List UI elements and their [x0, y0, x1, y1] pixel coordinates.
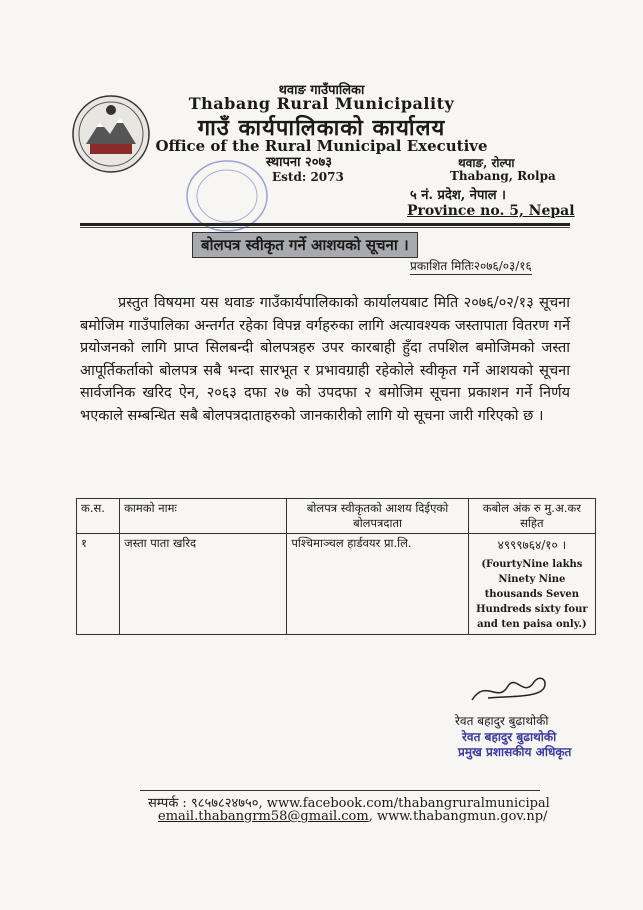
- col-header-work: कामको नामः: [120, 499, 287, 534]
- col-header-amount: कबोल अंक रु मु.अ.कर सहित: [468, 499, 595, 534]
- col-header-bidder: बोलपत्र स्वीकृतको आशय दिईएको बोलपत्रदाता: [287, 499, 468, 534]
- notice-body-text: प्रस्तुत विषयमा यस थवाङ गाउँकार्यपालिकाको कार्यालयबाट मिति २०७६/०२/१३ सूचना बमोजिम गाउँपालिका अन्तर्गत रहेका विपन्न वर्गहरुका लागि अत्यावश्यक जस्तापाता वितरण गर्ने प्रयोजनको लागि प्राप्त सिलबन्दी बोलपत्रहरु उपर कारबाही हुँदा तपशिल बमोजिमको जस्ता आपूर्तिकर्ताको बोलपत्र सबै भन्दा सारभूत र प्रभावग्राही रहेकोले स्वीकृत गर्ने आशयको सूचना सार्वजनिक खरिद ऐन, २०६३ दफा २७ को उपदफा २ बमोजिम सूचना प्रकाशन गर्ने निर्णय भएकाले सम्बन्धित सबै बोलपत्रदाताहरुको जानकारीको लागि यो सूचना जारी गरिएको छ ।: [80, 295, 570, 424]
- bid-table: [76, 498, 596, 635]
- cell-amount: [468, 534, 595, 635]
- municipality-name-np: थवाङ गाउँपालिका: [278, 83, 365, 98]
- notice-body: [80, 292, 570, 427]
- notice-title: बोलपत्र स्वीकृत गर्ने आशयको सूचना ।: [192, 232, 418, 258]
- col-header-sn: क.स.: [77, 499, 120, 534]
- established-en: Estd: 2073: [272, 170, 344, 184]
- header-divider: [80, 223, 570, 226]
- cell-work: जस्ता पाता खरिद: [120, 534, 287, 635]
- province-np: ५ नं. प्रदेश, नेपाल ।: [410, 188, 506, 203]
- cell-bidder: पश्चिमाञ्चल हार्डवयर प्रा.लि.: [287, 534, 468, 635]
- cell-sn: १: [77, 534, 120, 635]
- footer-contact: सम्पर्क : ९८५७८२४७५०, www.facebook.com/thabangruralmunicipal: [148, 796, 550, 811]
- signature-icon: [468, 668, 552, 708]
- province-en: Province no. 5, Nepal: [407, 203, 575, 219]
- stamp-signer-name: रेवत बहादुर बुढाथोकी: [462, 730, 557, 744]
- office-name-en: Office of the Rural Municipal Executive: [155, 137, 488, 155]
- published-date: प्रकाशित मितिः२०७६/०३/१६: [410, 259, 532, 273]
- footer-email[interactable]: email.thabangrm58@gmail.com: [158, 809, 369, 824]
- signer-name: रेवत बहादुर बुढाथोकी: [455, 714, 549, 728]
- table-header-row: [77, 499, 596, 534]
- established-np: स्थापना २०७३: [266, 155, 333, 170]
- address-en: Thabang, Rolpa: [450, 169, 556, 183]
- footer-website[interactable]: , www.thabangmun.gov.np/: [368, 809, 548, 824]
- footer-divider: [140, 790, 540, 791]
- header-divider-thin: [80, 227, 570, 228]
- office-name-np: गाउँ कार्यपालिकाको कार्यालय: [197, 115, 446, 141]
- footer-links: [158, 809, 547, 824]
- stamp-signer-post: प्रमुख प्रशासकीय अधिकृत: [458, 745, 572, 759]
- address-np: थवाङ, रोल्पा: [458, 156, 515, 170]
- municipality-name-en: Thabang Rural Municipality: [188, 94, 455, 113]
- amount-in-words: (FourtyNine lakhs Ninety Nine thousands Seven Hundreds sixty four and ten paisa only.): [476, 559, 588, 630]
- table-row: [77, 534, 596, 635]
- amount-figure: ४९९९७६४/१० ।: [497, 538, 567, 552]
